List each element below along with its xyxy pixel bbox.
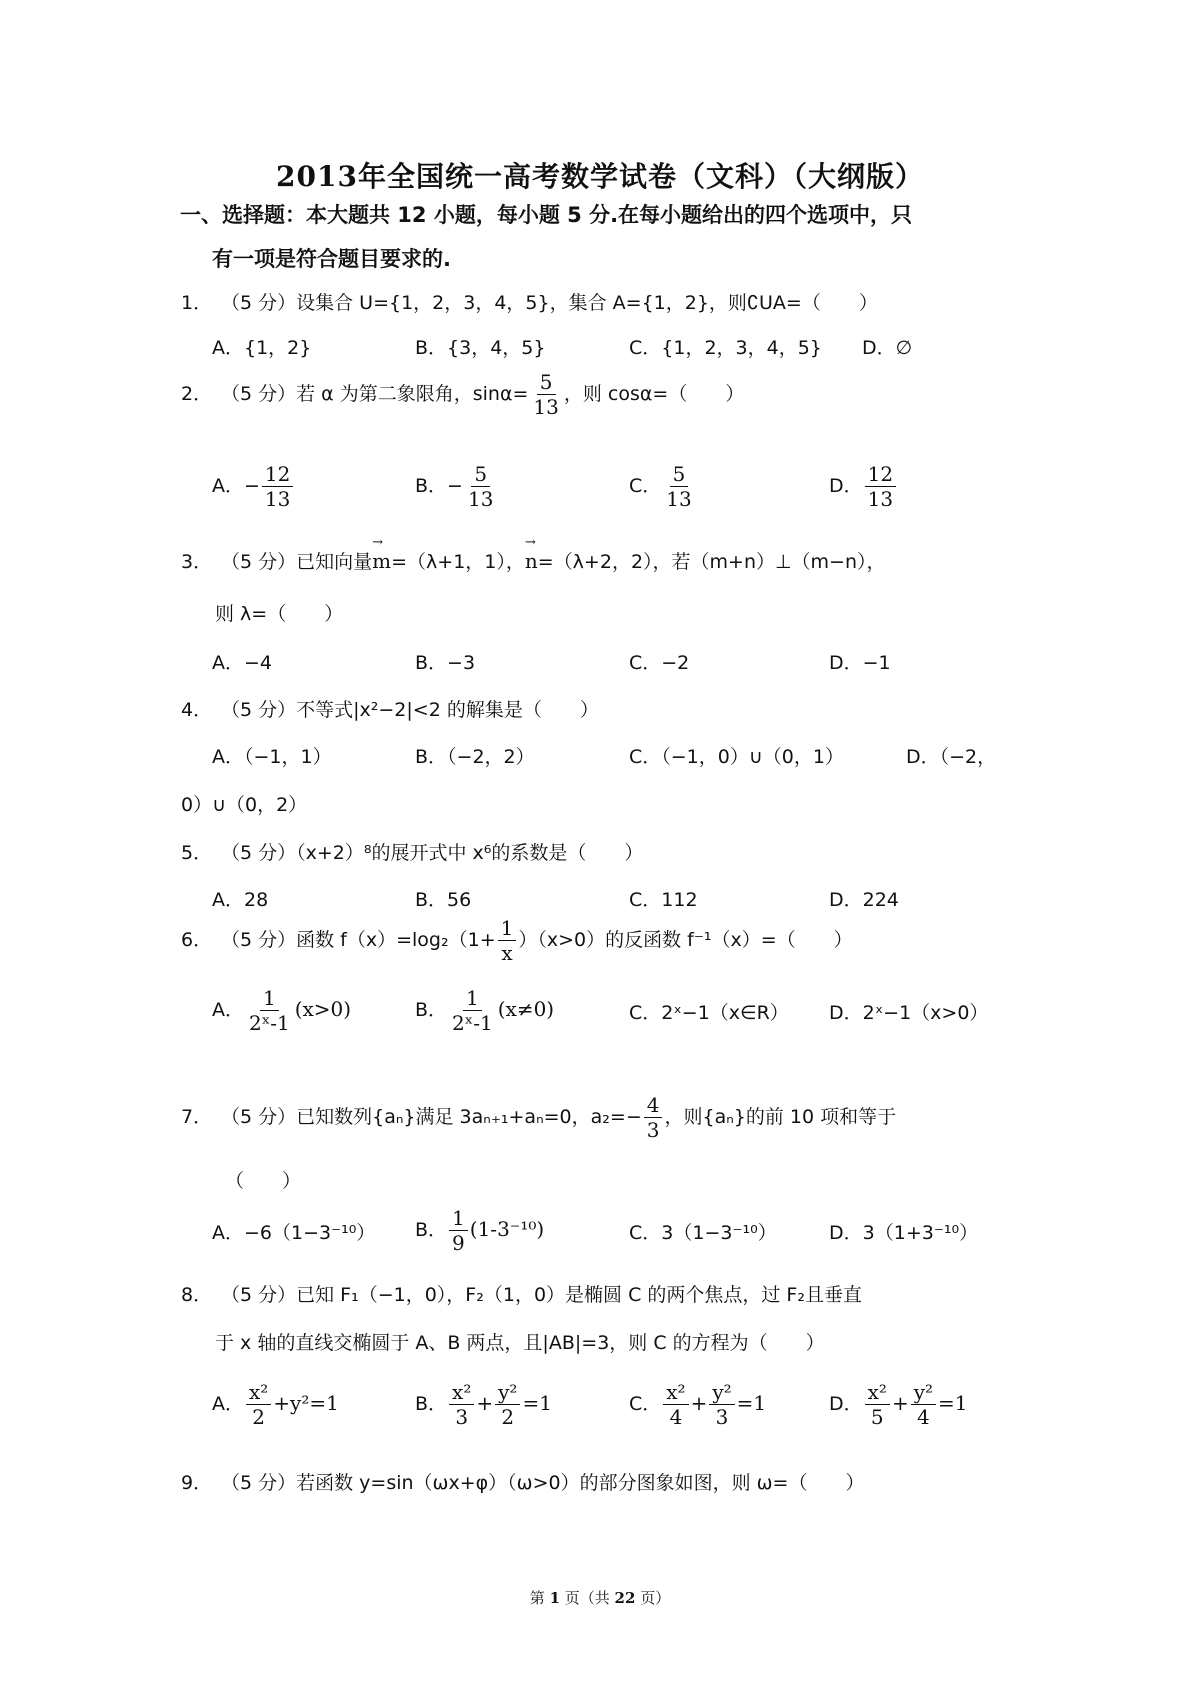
question-4: 4． （5 分）不等式|x²−2|<2 的解集是（ ）: [181, 699, 599, 721]
q1-option-c: C．{1，2，3，4，5}: [629, 337, 822, 359]
question-8: 8． （5 分）已知 F₁（−1，0），F₂（1，0）是椭圆 C 的两个焦点，过 F₂且垂直: [181, 1284, 862, 1306]
q7-option-b: B． $\frac{1}{9}$ (1-3⁻¹⁰): [415, 1206, 545, 1255]
q4-option-a: A．（−1，1）: [212, 746, 332, 768]
q3-option-b: B．−3: [415, 652, 476, 674]
q2-option-c: C． $\frac{5}{13}$: [629, 462, 692, 511]
question-2: 2． （5 分）若 α 为第二象限角，sinα= $\frac{5}{13}$ ，则 cosα=（ ）: [181, 370, 745, 419]
page-total: 22: [614, 1589, 636, 1607]
q5-option-c: C．112: [629, 889, 698, 911]
q8-option-b: B． $\frac{\text{x²}}{3}$ + $\frac{\text{y²}}{2}$ =1: [415, 1380, 552, 1429]
question-7-cont: （ ）: [225, 1170, 302, 1192]
page-number: 1: [549, 1589, 560, 1607]
q8-option-c: C． $\frac{\text{x²}}{4}$ + $\frac{\text{y²}}{3}$ =1: [629, 1380, 767, 1429]
question-9-text: （5 分）若函数 y=sin（ωx+φ）（ω>0）的部分图象如图，则 ω=（ ）: [221, 1472, 865, 1494]
question-7: 7． （5 分）已知数列{aₙ}满足 3aₙ₊₁+aₙ=0，a₂=− $\frac{4}{3}$ ，则{aₙ}的前 10 项和等于: [181, 1093, 897, 1142]
q7-fraction: $\frac{4}{3}$: [644, 1095, 663, 1140]
question-1-text: （5 分）设集合 U={1，2，3，4，5}，集合 A={1，2}，则∁UA=（ ）: [221, 292, 878, 314]
question-8-cont: 于 x 轴的直线交椭圆于 A、B 两点，且|AB|=3，则 C 的方程为（ ）: [215, 1332, 825, 1354]
q3-option-a: A．−4: [212, 652, 273, 674]
q7-option-c: C．3（1−3⁻¹⁰）: [629, 1222, 777, 1244]
q8-option-d: D． $\frac{\text{x²}}{5}$ + $\frac{\text{y²}}{4}$ =1: [829, 1380, 968, 1429]
q3-option-c: C．−2: [629, 652, 690, 674]
q2-fraction: $\frac{5}{13}$: [533, 370, 559, 419]
q4-option-c: C．（−1，0）∪（0，1）: [629, 746, 844, 768]
question-8-text: （5 分）已知 F₁（−1，0），F₂（1，0）是椭圆 C 的两个焦点，过 F₂且垂直: [221, 1284, 862, 1306]
q8-option-a: A． $\frac{\text{x²}}{2}$ +y²=1: [212, 1380, 339, 1429]
q6-option-a: A． $\frac{1}{\text{2ˣ-1}}$ (x>0): [212, 986, 352, 1035]
page-footer: 第 1 页（共 22 页）: [529, 1589, 671, 1607]
question-3: 3． （5 分）已知向量→ m=（λ+1，1），→ n=（λ+2，2），若（m+n）⊥（m−n），: [181, 547, 886, 574]
q6-fraction: $\frac{1}{x}$: [498, 918, 517, 963]
page-title: 2013年全国统一高考数学试卷（文科）（大纲版）: [276, 160, 924, 193]
q4-option-d: D．（−2，: [906, 746, 997, 768]
q4-option-d-wrap: 0）∪（0，2）: [181, 794, 308, 816]
section-line-2: 有一项是符合题目要求的.: [212, 247, 451, 271]
q4-option-b: B．（−2，2）: [415, 746, 535, 768]
q6-option-b: B． $\frac{1}{\text{2ˣ-1}}$ (x≠0): [415, 986, 555, 1035]
question-9: 9． （5 分）若函数 y=sin（ωx+φ）（ω>0）的部分图象如图，则 ω=（ ）: [181, 1472, 865, 1494]
q6-option-c: C．2ˣ−1（x∈R）: [629, 1002, 789, 1024]
q5-option-d: D．224: [829, 889, 899, 911]
q7-option-d: D．3（1+3⁻¹⁰）: [829, 1222, 979, 1244]
q5-option-b: B．56: [415, 889, 472, 911]
question-3-cont: 则 λ=（ ）: [215, 603, 344, 625]
q1-option-d: D．∅: [862, 337, 913, 359]
q5-option-a: A．28: [212, 889, 269, 911]
q1-option-b: B．{3，4，5}: [415, 337, 546, 359]
question-5: 5． （5 分）（x+2）⁸的展开式中 x⁶的系数是（ ）: [181, 842, 644, 864]
q2-option-d: D． $\frac{12}{13}$: [829, 464, 898, 509]
question-6: 6． （5 分）函数 f（x）=log₂（1+ $\frac{1}{x}$ ）（x>0）的反函数 f⁻¹（x）=（ ）: [181, 916, 853, 965]
q2-option-a: A．− $\frac{12}{13}$: [212, 464, 295, 509]
section-line-1: 一、选择题：本大题共 12 小题，每小题 5 分.在每小题给出的四个选项中，只: [180, 203, 913, 227]
section-heading: [180, 193, 1040, 281]
q3-option-d: D．−1: [829, 652, 891, 674]
vector-m: → m: [372, 549, 391, 573]
question-1: 1． （5 分）设集合 U={1，2，3，4，5}，集合 A={1，2}，则∁UA=（ ）: [181, 292, 878, 314]
question-4-text: （5 分）不等式|x²−2|<2 的解集是（ ）: [221, 699, 599, 721]
question-5-text: （5 分）（x+2）⁸的展开式中 x⁶的系数是（ ）: [221, 842, 644, 864]
q1-option-a: A．{1，2}: [212, 337, 312, 359]
q6-option-d: D．2ˣ−1（x>0）: [829, 1002, 989, 1024]
q7-option-a: A．−6（1−3⁻¹⁰）: [212, 1222, 376, 1244]
vector-n: → n: [525, 549, 538, 573]
q2-option-b: B．− $\frac{5}{13}$: [415, 462, 494, 511]
